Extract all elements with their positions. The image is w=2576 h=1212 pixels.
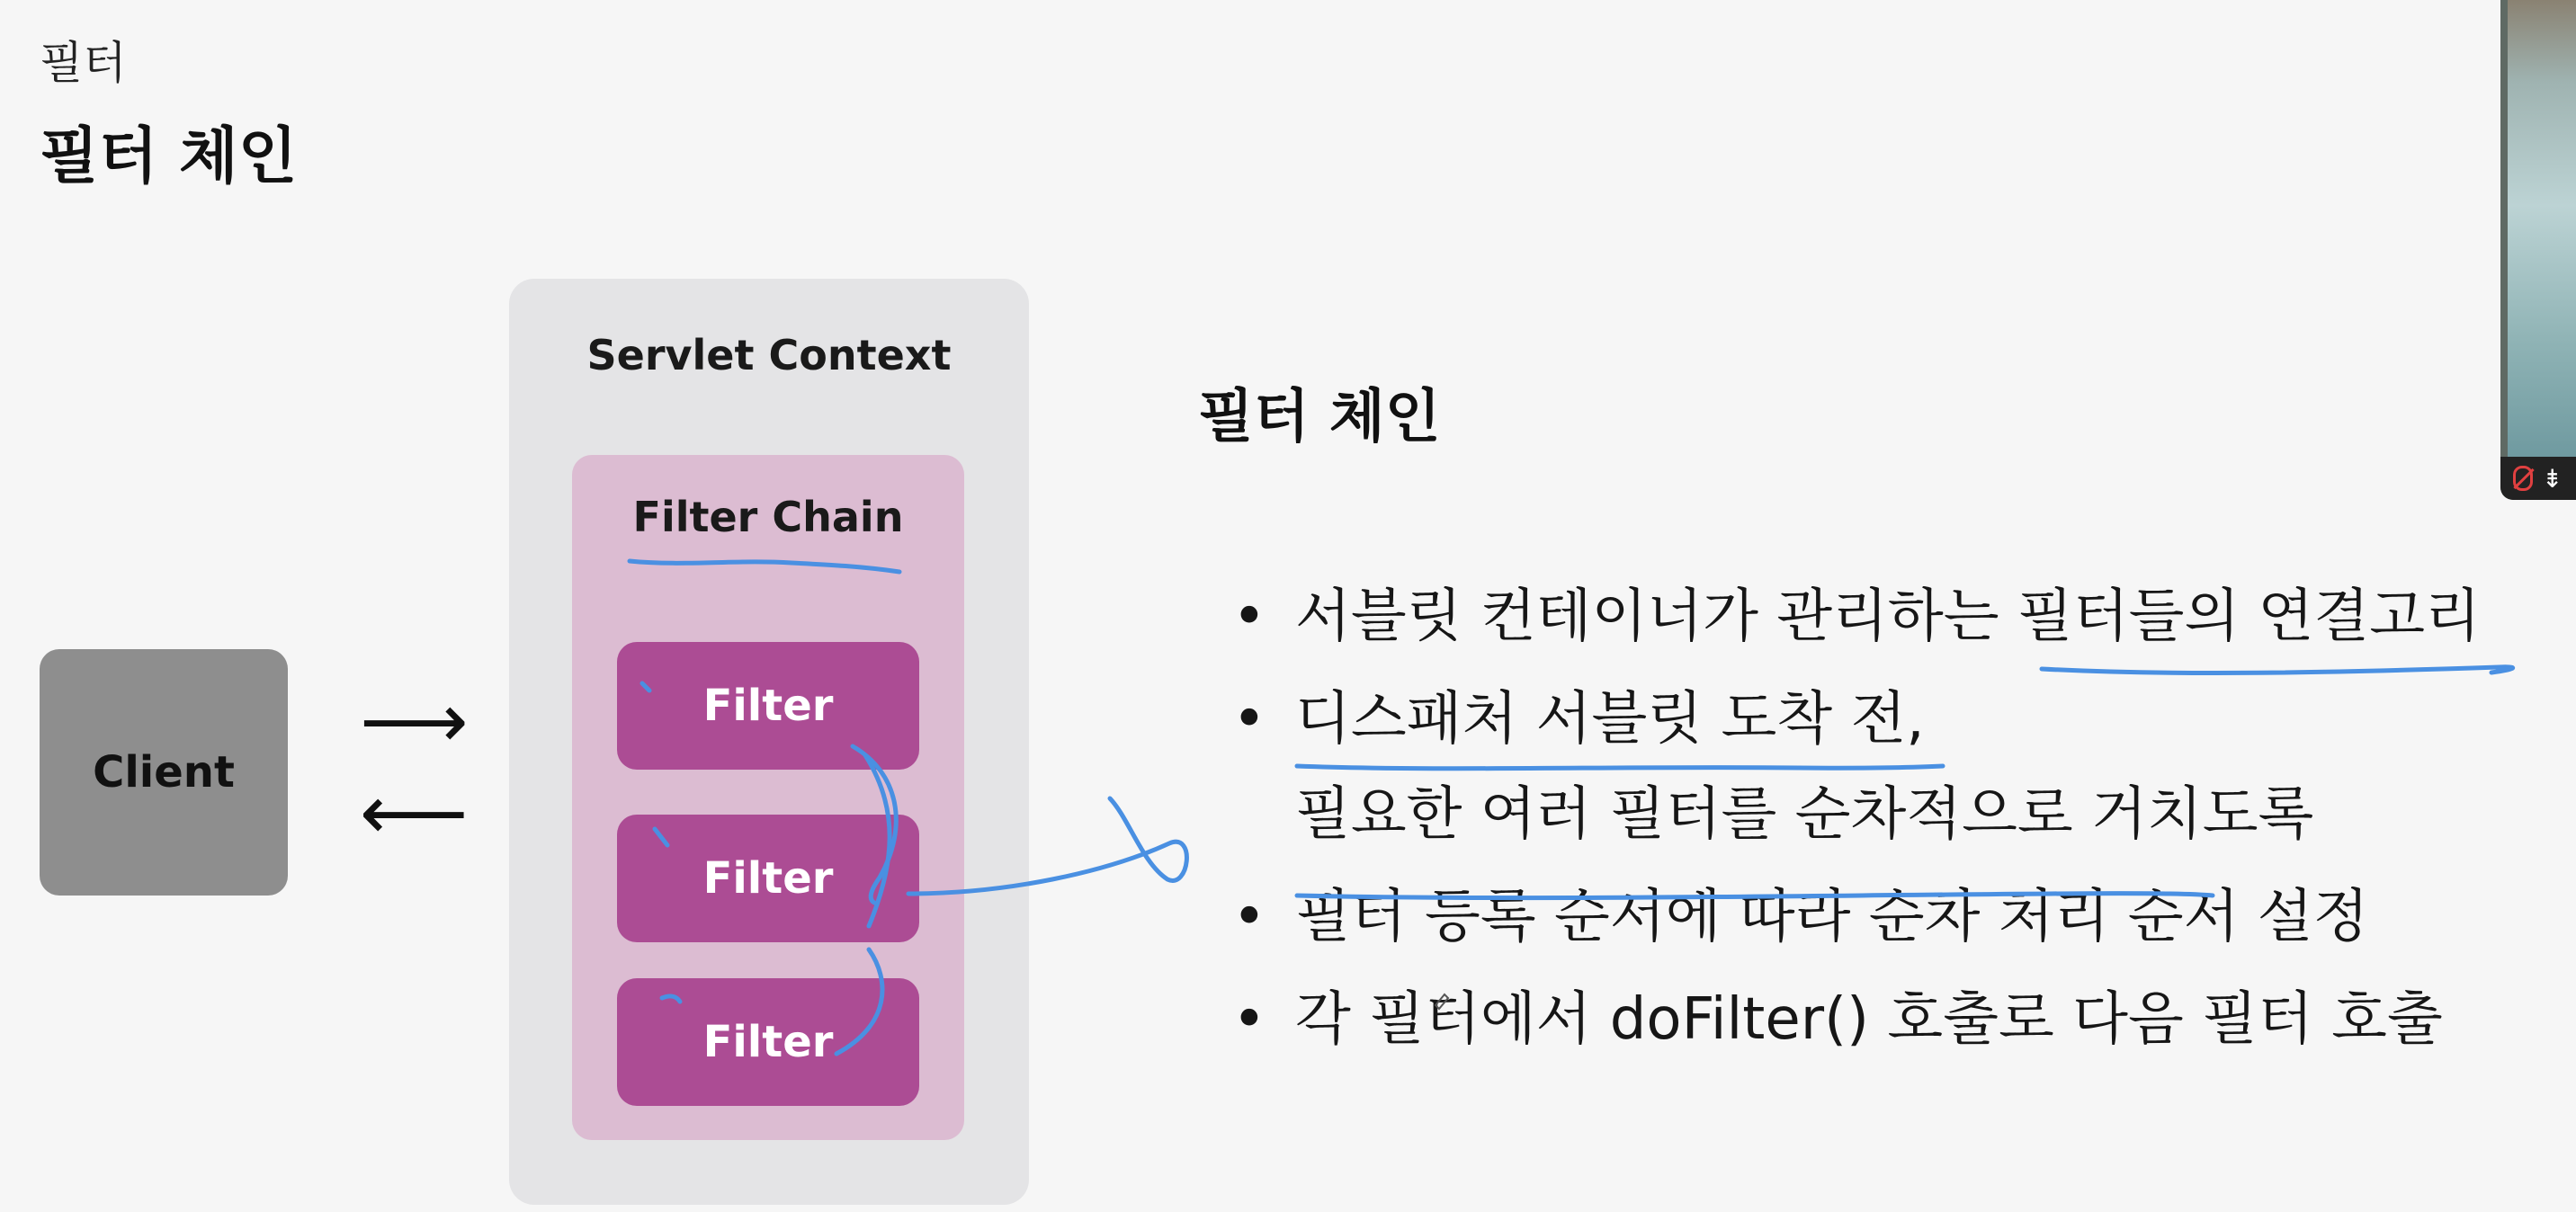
filter-label: Filter	[702, 853, 834, 904]
list-item	[1232, 575, 2563, 658]
list-item	[1232, 678, 2563, 761]
filter-chain-label: Filter Chain	[632, 493, 904, 541]
webcam-toolbar	[2500, 457, 2576, 500]
breadcrumb: 필터	[40, 37, 127, 89]
filter-label: Filter	[702, 681, 834, 731]
response-arrow-icon: ⟵	[360, 769, 469, 857]
request-arrow-icon: ⟶	[360, 677, 469, 765]
bullet-dot: •	[1232, 686, 1266, 753]
filter-box	[617, 815, 919, 942]
pin-icon[interactable]: ⇟	[2542, 464, 2563, 494]
mic-muted-icon[interactable]	[2513, 466, 2533, 491]
bullet-text: 필터 등록 순서에 따라 순차 처리 순서 설정	[1295, 884, 2369, 950]
webcam-thumbnail[interactable]	[2500, 0, 2576, 500]
bullet-dot: •	[1232, 584, 1266, 650]
client-label: Client	[93, 747, 235, 798]
bullet-list	[1232, 575, 2563, 1061]
list-item	[1232, 876, 2563, 958]
page-title: 필터 체인	[40, 121, 298, 192]
bullet-text: 서블릿 컨테이너가 관리하는 필터들의 연결고리	[1295, 584, 2481, 650]
servlet-context-label: Servlet Context	[586, 331, 952, 379]
bullet-continuation: 필요한 여러 필터를 순차적으로 거치도록	[1295, 781, 2314, 848]
filter-box	[617, 642, 919, 770]
list-item	[1232, 978, 2563, 1061]
bullet-dot: •	[1232, 986, 1266, 1053]
bullet-text: 각 필터에서 doFilter() 호출로 다음 필터 호출	[1295, 986, 2443, 1053]
webcam-video	[2508, 0, 2576, 457]
panel-title: 필터 체인	[1198, 384, 1441, 450]
client-box	[40, 649, 288, 896]
filter-label: Filter	[702, 1017, 834, 1067]
bullet-text: 디스패처 서블릿 도착 전,	[1295, 686, 1925, 753]
bullet-dot: •	[1232, 884, 1266, 950]
filter-box	[617, 978, 919, 1106]
